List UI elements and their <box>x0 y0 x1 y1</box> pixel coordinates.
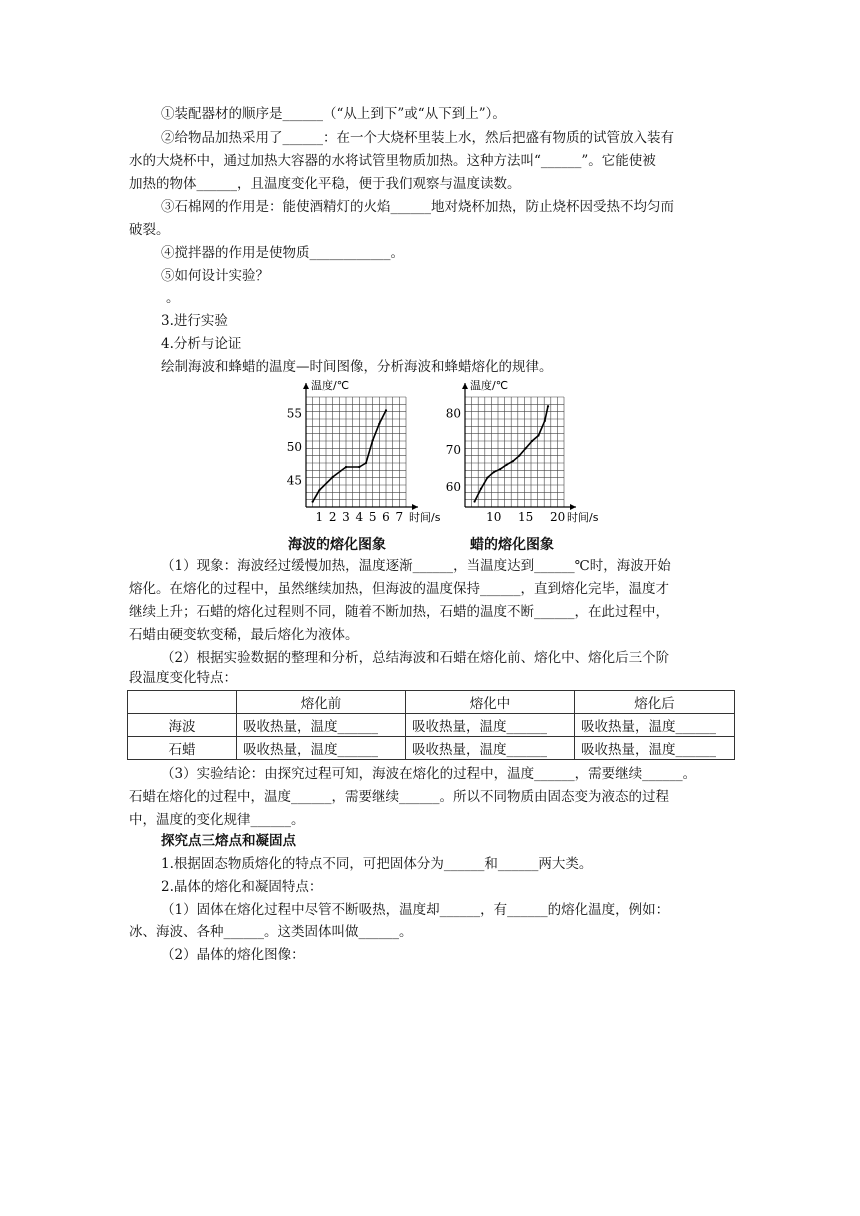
row-label: 海波 <box>128 714 237 737</box>
melting-stage-table <box>127 690 735 760</box>
melting-charts <box>0 0 860 560</box>
table-header-cell: 熔化前 <box>237 691 406 714</box>
x-tick-label: 1 <box>315 510 324 524</box>
table-header-cell: 熔化中 <box>406 691 575 714</box>
text-line: （3）实验结论：由探究过程可知，海波在熔化的过程中，温度______，需要继续______。 <box>161 766 697 782</box>
text-line: （1）固体在熔化过程中尽管不断吸热，温度却______，有______的熔化温度，例如： <box>161 902 670 918</box>
text-line: （1）现象：海波经过缓慢加热，温度逐渐______，当温度达到______℃时，海波开始 <box>161 558 671 574</box>
table-cell: 吸收热量，温度______ <box>237 714 406 737</box>
data-point <box>318 489 320 491</box>
text-line: （2）晶体的熔化图像： <box>161 947 305 963</box>
text-line: 1.根据固态物质熔化的特点不同，可把固体分为______和______两大类。 <box>161 856 593 872</box>
data-point <box>332 476 334 478</box>
text-line: ③石棉网的作用是：能使酒精灯的火焰______地对烧杯加热，防止烧杯因受热不均匀而 <box>161 199 674 215</box>
data-point <box>372 439 374 441</box>
haibo-melting-chart <box>287 378 441 524</box>
data-point <box>544 420 546 422</box>
text-line: 2.晶体的熔化和凝固特点： <box>161 879 323 895</box>
x-tick-label: 10 <box>486 510 502 524</box>
x-tick-label: 2 <box>328 510 337 524</box>
data-point <box>531 440 533 442</box>
data-point <box>518 455 520 457</box>
chart-caption-haibo: 海波的熔化图象 <box>288 537 386 553</box>
table-row <box>128 737 735 760</box>
series-line <box>313 410 386 501</box>
text-line: 水的大烧杯中，通过加热大容器的水将试管里物质加热。这种方法叫“______”。它能使被 <box>129 153 656 169</box>
text-line: 石蜡在熔化的过程中，温度______，需要继续______。所以不同物质由固态变为液态的过程 <box>129 789 669 805</box>
data-point <box>493 471 495 473</box>
y-axis-label: 温度/℃ <box>311 379 350 392</box>
text-line: 加热的物体______，且温度变化平稳，便于我们观察与温度读数。 <box>129 176 521 192</box>
x-axis-label: 时间/s <box>567 511 599 524</box>
x-tick-label: 20 <box>549 510 566 524</box>
table-cell: 吸收热量，温度______ <box>575 714 735 737</box>
text-line: 熔化。在熔化的过程中，虽然继续加热，但海波的温度保持______，直到熔化完毕，温度才 <box>129 581 669 597</box>
data-point <box>358 466 360 468</box>
x-tick-label: 15 <box>518 510 534 524</box>
data-point <box>499 468 501 470</box>
table-cell: 吸收热量，温度______ <box>237 737 406 760</box>
y-tick-label: 80 <box>445 406 461 421</box>
data-point <box>385 409 387 411</box>
section-heading: 探究点三熔点和凝固点 <box>161 833 296 849</box>
data-point <box>378 423 380 425</box>
text-line: ④搅拌器的作用是使物质____________。 <box>161 245 404 261</box>
data-point <box>486 477 488 479</box>
y-axis-arrow <box>303 383 309 389</box>
data-point <box>480 488 482 490</box>
y-tick-label: 45 <box>286 473 302 488</box>
text-line: （2）根据实验数据的整理和分析，总结海波和石蜡在熔化前、熔化中、熔化后三个阶 <box>161 650 670 666</box>
x-axis-arrow <box>412 504 418 510</box>
x-tick-label: 4 <box>355 510 364 524</box>
row-label: 石蜡 <box>128 737 237 760</box>
text-line: 段温度变化特点： <box>129 670 237 686</box>
data-point <box>312 501 314 503</box>
x-axis-arrow <box>570 504 576 510</box>
text-line: 中，温度的变化规律______。 <box>129 812 305 828</box>
table-row <box>128 714 735 737</box>
x-tick-label: 5 <box>368 510 377 524</box>
table-cell: 吸收热量，温度______ <box>575 737 735 760</box>
table-header-cell: 熔化后 <box>575 691 735 714</box>
y-tick-label: 70 <box>445 443 461 458</box>
table-header-cell <box>128 691 237 714</box>
data-point <box>365 462 367 464</box>
text-line: ⑤如何设计实验？ <box>161 268 269 284</box>
text-line: 4.分析与论证 <box>161 336 242 352</box>
chart-caption-wax: 蜡的熔化图象 <box>470 537 554 553</box>
data-point <box>537 434 539 436</box>
y-axis-arrow <box>462 383 468 389</box>
table-cell: 吸收热量，温度______ <box>406 737 575 760</box>
table-cell: 吸收热量，温度______ <box>406 714 575 737</box>
text-line: 。 <box>166 290 180 306</box>
text-line: 绘制海波和蜂蜡的温度—时间图像，分析海波和蜂蜡熔化的规律。 <box>161 359 553 375</box>
text-line: 破裂。 <box>129 222 170 238</box>
data-point <box>505 464 507 466</box>
y-tick-label: 55 <box>286 406 302 421</box>
text-line: ①装配器材的顺序是______（“从上到下”或“从下到上”）。 <box>161 106 506 122</box>
y-axis-label: 温度/℃ <box>470 379 509 392</box>
wax-melting-chart <box>446 378 599 524</box>
y-tick-label: 60 <box>445 479 461 494</box>
data-point <box>512 460 514 462</box>
text-line: 继续上升；石蜡的熔化过程则不同，随着不断加热，石蜡的温度不断______，在此过程中， <box>129 604 669 620</box>
data-point <box>525 447 527 449</box>
x-tick-label: 7 <box>395 510 404 524</box>
data-point <box>473 500 475 502</box>
data-point <box>345 466 347 468</box>
x-tick-label: 3 <box>342 510 350 524</box>
text-line: 石蜡由硬变软变稀，最后熔化为液体。 <box>129 627 359 643</box>
x-tick-label: 6 <box>382 510 390 524</box>
y-tick-label: 50 <box>286 440 302 454</box>
text-line: 冰、海波、各种______。这类固体叫做______。 <box>129 924 413 940</box>
text-line: ②给物品加热采用了______：在一个大烧杯里装上水，然后把盛有物质的试管放入装有 <box>161 130 674 146</box>
x-axis-label: 时间/s <box>409 511 441 524</box>
data-point <box>547 405 549 407</box>
text-line: 3.进行实验 <box>161 313 228 329</box>
table-header-row <box>128 691 735 714</box>
